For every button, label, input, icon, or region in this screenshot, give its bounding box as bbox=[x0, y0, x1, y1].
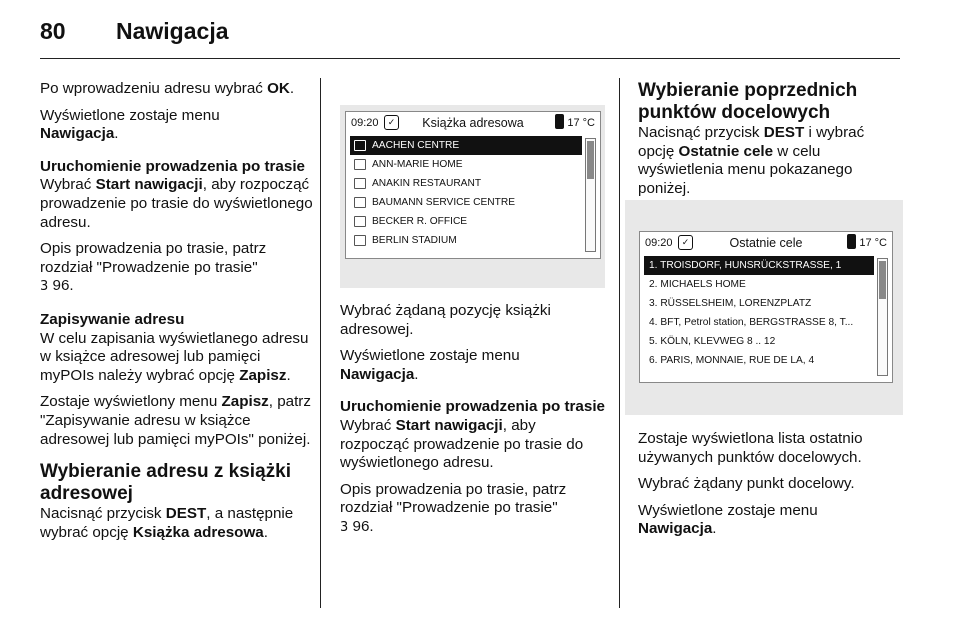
list-item[interactable]: 1. TROISDORF, HUNSRÜCKSTRASSE, 1 bbox=[644, 256, 874, 275]
list-item[interactable]: 2. MICHAELS HOME bbox=[649, 279, 746, 290]
paragraph: Wybrać żądaną pozycję książki adresowej. bbox=[340, 302, 551, 338]
scrollbar[interactable] bbox=[585, 138, 596, 252]
contact-card-icon bbox=[354, 140, 366, 151]
page-ref-arrow: 3 bbox=[40, 279, 49, 295]
subheading: Zapisywanie adresu bbox=[40, 310, 185, 328]
list-item[interactable]: 6. PARIS, MONNAIE, RUE DE LA, 4 bbox=[649, 355, 815, 366]
address-list bbox=[350, 136, 582, 250]
clock: 09:20 bbox=[351, 117, 379, 129]
thermometer-icon bbox=[847, 234, 856, 249]
paragraph: Nacisnąć przycisk DEST i wybrać opcję Ostatnie cele w celu wyświetlenia menu pokazanego poniżej. bbox=[638, 124, 865, 197]
paragraph: Wybrać Start nawigacji, aby rozpocząć prowadzenie po trasie do wyświetlonego adresu. bbox=[340, 416, 584, 472]
list-item[interactable]: BECKER R. OFFICE bbox=[350, 212, 582, 231]
recent-destinations-screenshot bbox=[625, 200, 903, 415]
paragraph: Nacisnąć przycisk DEST, a następnie wybrać opcję Książka adresowa. bbox=[40, 505, 294, 541]
page-number: 80 bbox=[40, 18, 66, 44]
paragraph: Zostaje wyświetlona lista ostatnio używanych punktów docelowych. bbox=[638, 430, 863, 466]
list-item[interactable]: BERLIN STADIUM bbox=[350, 231, 582, 250]
status-bar bbox=[346, 112, 600, 134]
paragraph: W celu zapisania wyświetlanego adresu w książce adresowej lub pamięci myPOIs należy wybrać opcję Zapisz. bbox=[40, 329, 309, 384]
contact-card-icon bbox=[354, 178, 366, 189]
paragraph: Wyświetlone zostaje menu Nawigacja. bbox=[40, 106, 220, 143]
checkmark-icon: ✓ bbox=[384, 115, 399, 130]
temperature: 17 °C bbox=[859, 237, 887, 249]
column-2 bbox=[340, 302, 605, 546]
list-item[interactable]: BAUMANN SERVICE CENTRE bbox=[350, 193, 582, 212]
column-divider bbox=[320, 78, 321, 608]
clock: 09:20 bbox=[645, 237, 673, 249]
status-bar bbox=[640, 232, 892, 254]
display-screen bbox=[345, 111, 601, 259]
paragraph: Wyświetlone zostaje menu Nawigacja. bbox=[638, 501, 818, 538]
page-ref-arrow: 3 bbox=[340, 519, 349, 535]
display-screen bbox=[639, 231, 893, 383]
paragraph: Po wprowadzeniu adresu wybrać OK. bbox=[40, 80, 295, 97]
scrollbar-thumb[interactable] bbox=[879, 261, 886, 299]
paragraph: Wyświetlone zostaje menu Nawigacja. bbox=[340, 347, 520, 383]
temperature: 17 °C bbox=[567, 117, 595, 129]
screen-title: Książka adresowa bbox=[422, 116, 524, 130]
subheading: Uruchomienie prowadzenia po trasie bbox=[340, 398, 605, 416]
list-item[interactable]: 4. BFT, Petrol station, BERGSTRASSE 8, T... bbox=[649, 317, 854, 328]
list-item[interactable]: AACHEN CENTRE bbox=[350, 136, 582, 155]
contact-card-icon bbox=[354, 159, 366, 170]
column-divider bbox=[619, 78, 620, 608]
list-item[interactable]: ANN-MARIE HOME bbox=[350, 155, 582, 174]
contact-card-icon bbox=[354, 216, 366, 227]
destination-list bbox=[644, 256, 874, 370]
contact-card-icon bbox=[354, 197, 366, 208]
thermometer-icon bbox=[555, 114, 564, 129]
page-title: Nawigacja bbox=[116, 18, 229, 44]
paragraph: Wybrać Start nawigacji, aby rozpocząć prowadzenie po trasie do wyświetlonego adresu. bbox=[40, 176, 313, 231]
paragraph: Wybrać żądany punkt docelowy. bbox=[638, 475, 855, 493]
paragraph: Zostaje wyświetlony menu Zapisz, patrz "Zapisywanie adresu w książce adresowej lub pamięci myPOIs" poniżej. bbox=[40, 393, 311, 448]
screen-title: Ostatnie cele bbox=[729, 236, 803, 250]
contact-card-icon bbox=[354, 235, 366, 246]
paragraph: Opis prowadzenia po trasie, patrz rozdział "Prowadzenie po trasie" 3 96. bbox=[40, 240, 267, 295]
section-heading: Wybieranie poprzednich punktów docelowych bbox=[638, 80, 858, 123]
checkmark-icon: ✓ bbox=[678, 235, 693, 250]
subheading: Uruchomienie prowadzenia po trasie bbox=[40, 157, 305, 175]
scrollbar-thumb[interactable] bbox=[587, 141, 594, 179]
list-item[interactable]: 3. RÜSSELSHEIM, LORENZPLATZ bbox=[649, 298, 812, 309]
column-1 bbox=[40, 80, 315, 550]
list-item[interactable]: 5. KÖLN, KLEVWEG 8 .. 12 bbox=[649, 336, 776, 347]
header-rule bbox=[40, 58, 900, 59]
page-header bbox=[0, 0, 960, 60]
list-item[interactable]: ANAKIN RESTAURANT bbox=[350, 174, 582, 193]
column-3-continued bbox=[638, 430, 903, 547]
address-book-screenshot bbox=[340, 105, 605, 288]
paragraph: Opis prowadzenia po trasie, patrz rozdział "Prowadzenie po trasie" 3 96. bbox=[340, 480, 567, 535]
column-3 bbox=[638, 80, 903, 206]
section-heading: Wybieranie adresu z książki adresowej bbox=[40, 461, 291, 505]
scrollbar[interactable] bbox=[877, 258, 888, 376]
